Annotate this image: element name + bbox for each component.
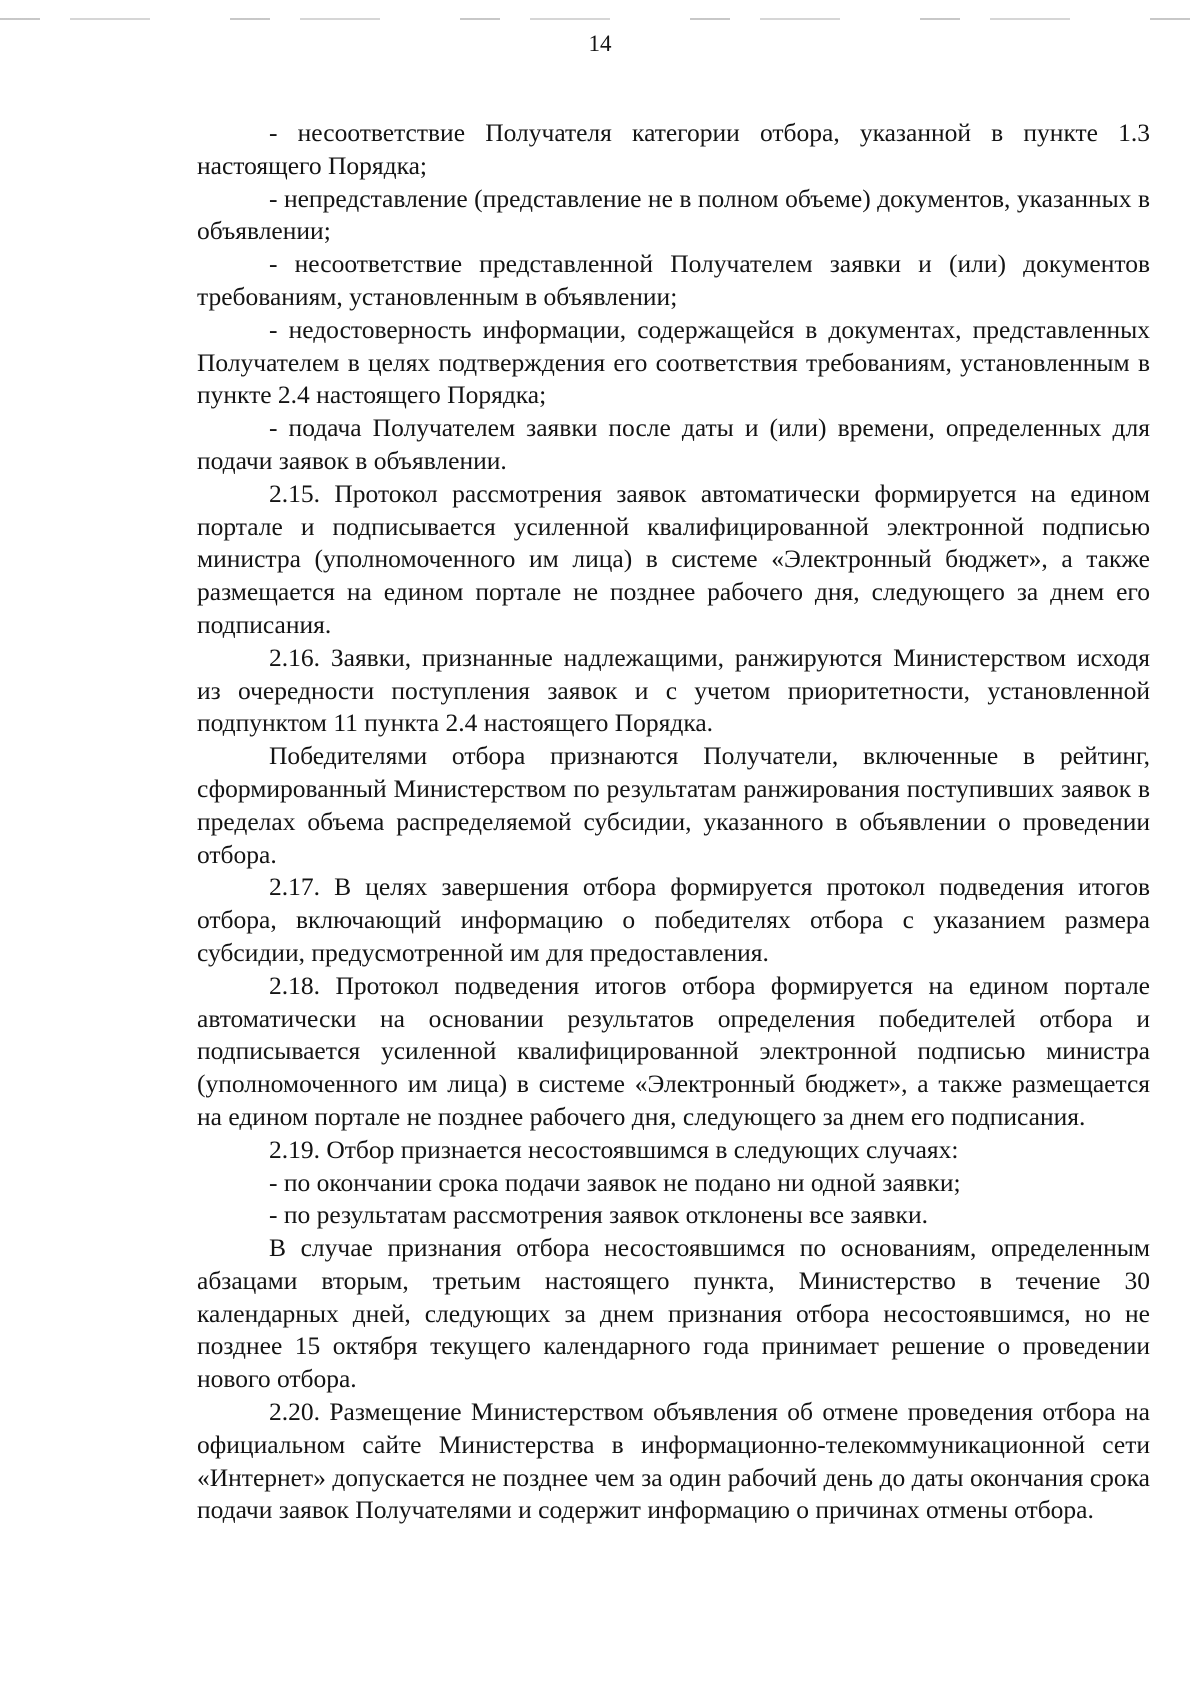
paragraph-winners: Победителями отбора признаются Получатели, включенные в рейтинг, сформированный Министерством по результатам ранжирования поступивших заявок в пределах объема распределяемой субсидии, указанного в объявлении о проведении отбора.	[197, 741, 1150, 869]
paragraph-2-19-case-1: - по окончании срока подачи заявок не подано ни одной заявки;	[269, 1167, 961, 1197]
paragraph-2-17: 2.17. В целях завершения отбора формируется протокол подведения итогов отбора, включающий информацию о победителях отбора с указанием размера субсидии, предусмотренной им для предоставления.	[197, 872, 1150, 967]
paragraph-2-19-case-2: - по результатам рассмотрения заявок отклонены все заявки.	[269, 1200, 928, 1230]
scan-top-edge	[0, 18, 1200, 20]
paragraph-2-15: 2.15. Протокол рассмотрения заявок автоматически формируется на едином портале и подписывается усиленной квалифицированной электронной подписью министра (уполномоченного им лица) в системе «Электронный бюджет», а также размещается на едином портале не позднее рабочего дня, следующего за днем его подписания.	[197, 478, 1150, 639]
paragraph-2-20: 2.20. Размещение Министерством объявления об отмене проведения отбора на официальном сайте Министерства в информационно-телекоммуникационной сети «Интернет» допускается не позднее чем за один рабочий день до даты окончания срока подачи заявок Получателями и содержит информацию о причинах отмены отбора.	[197, 1397, 1150, 1525]
paragraph-1: - несоответствие Получателя категории отбора, указанной в пункте 1.3 настоящего Порядка;	[197, 118, 1150, 180]
paragraph-4: - недостоверность информации, содержащейся в документах, представленных Получателем в целях подтверждения его соответствия требованиям, установленным в пункте 2.4 настоящего Порядка;	[197, 314, 1150, 410]
paragraph-2: - непредставление (представление не в полном объеме) документов, указанных в объявлении;	[197, 183, 1150, 246]
paragraph-3: - несоответствие представленной Получателем заявки и (или) документов требованиям, установленным в объявлении;	[197, 249, 1150, 311]
page-number: 14	[588, 31, 612, 56]
paragraph-failed-selection: В случае признания отбора несостоявшимся по основаниям, определенным абзацами вторым, третьим настоящего пункта, Министерство в течение 30 календарных дней, следующих за днем признания отбора несостоявшимся, но не позднее 15 октября текущего календарного года принимает решение о проведении нового отбора.	[197, 1233, 1150, 1394]
paragraph-2-16: 2.16. Заявки, признанные надлежащими, ранжируются Министерством исходя из очередности поступления заявок и с учетом приоритетности, установленной подпунктом 11 пункта 2.4 настоящего Порядка.	[197, 642, 1150, 738]
document-body	[197, 117, 1150, 1527]
paragraph-2-18: 2.18. Протокол подведения итогов отбора формируется на едином портале автоматически на основании результатов определения победителей отбора и подписывается усиленной квалифицированной электронной подписью министра (уполномоченного им лица) в системе «Электронный бюджет», а также размещается на едином портале не позднее рабочего дня, следующего за днем его подписания.	[197, 970, 1150, 1131]
paragraph-2-19: 2.19. Отбор признается несостоявшимся в следующих случаях:	[269, 1134, 959, 1164]
paragraph-5: - подача Получателем заявки после даты и (или) времени, определенных для подачи заявок в объявлении.	[197, 413, 1150, 475]
